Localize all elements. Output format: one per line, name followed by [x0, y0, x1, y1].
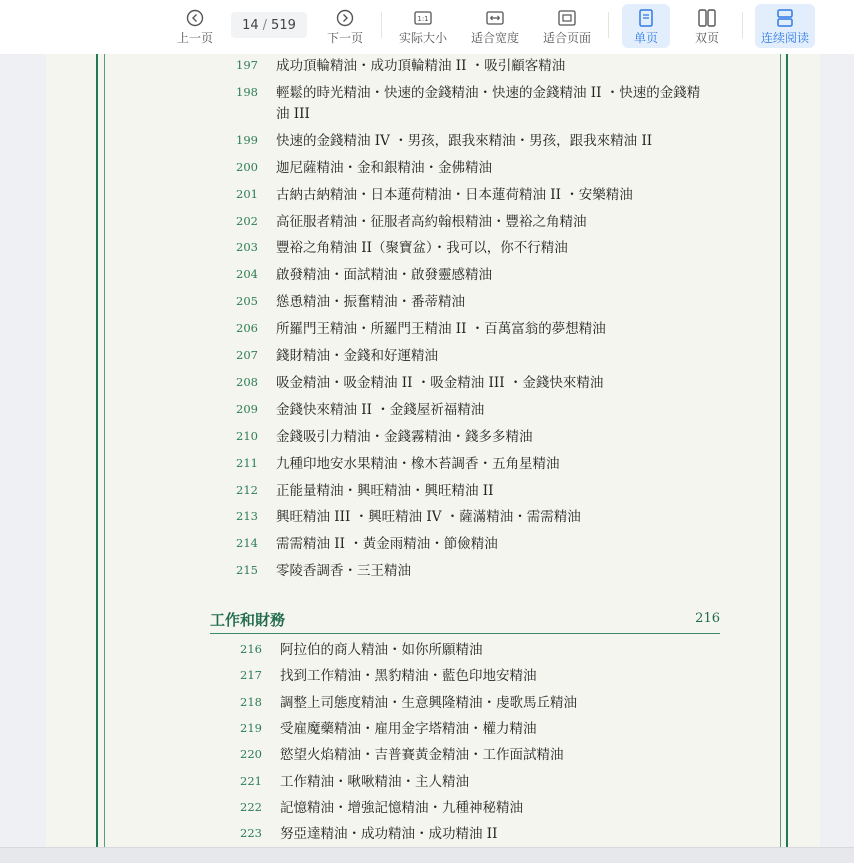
- toc-entry-text-line: 錢財精油・金錢和好運精油: [276, 348, 438, 364]
- single-page-button[interactable]: [622, 4, 670, 48]
- page-border-right-inner: [780, 54, 781, 847]
- toc-entry-page-number: 201: [236, 186, 258, 201]
- toc-entry[interactable]: [236, 56, 720, 77]
- toc-entry[interactable]: [236, 238, 720, 259]
- toc-entry-text-line: 九種印地安水果精油・橡木苔調香・五角星精油: [276, 455, 560, 472]
- chevron-left-circle-icon: [184, 7, 206, 29]
- toc-entry[interactable]: [236, 131, 720, 152]
- fit-page-button[interactable]: [541, 4, 593, 48]
- toc-entry-text: [276, 346, 438, 367]
- double-page-icon: [696, 7, 718, 29]
- prev-page-label: 上一页: [176, 31, 213, 45]
- actual-size-icon: [412, 7, 434, 29]
- actual-size-label: 实际大小: [398, 31, 447, 45]
- toc-entry-text-line: 迦尼薩精油・金和銀精油・金佛精油: [276, 159, 492, 176]
- toc-entry-text-line: 興旺精油 III ・興旺精油 IV ・薩滿精油・需需精油: [276, 509, 581, 526]
- toc-entry-text-line: 快速的金錢精油 IV ・男孩，跟我來精油・男孩，跟我來精油 II: [276, 132, 653, 149]
- toc-entry-page-number: 211: [236, 455, 258, 470]
- toc-entry[interactable]: [240, 640, 720, 661]
- toc-entry[interactable]: [236, 507, 720, 528]
- toc-entry-text: [276, 158, 492, 179]
- toc-entry[interactable]: [236, 427, 720, 448]
- toc-entry[interactable]: [240, 666, 720, 687]
- toc-entry-text-line: 阿拉伯的商人精油・如你所願精油: [280, 642, 483, 658]
- toc-entry-text-line: 油 III: [276, 105, 310, 122]
- toc-entry-page-number: 217: [240, 668, 262, 683]
- single-page-label: 单页: [633, 31, 658, 45]
- toc-entry-text-line: 豐裕之角精油 II（聚寶盆）・我可以，你不行精油: [276, 240, 568, 257]
- page-separator: /: [262, 17, 268, 33]
- toc-entry-text-line: 調整上司態度精油・生意興隆精油・虔歌馬丘精油: [280, 694, 577, 711]
- toc-entry[interactable]: [240, 719, 720, 740]
- page-border-left: [96, 54, 98, 847]
- toc-entry-text: [276, 292, 465, 313]
- prev-page-button[interactable]: [172, 4, 218, 48]
- continuous-reading-icon: [774, 7, 796, 29]
- toc-entry-text-line: 正能量精油・興旺精油・興旺精油 II: [276, 482, 494, 499]
- toc-entry[interactable]: [240, 772, 720, 793]
- toc-entry-page-number: 220: [240, 747, 262, 762]
- toc-entry[interactable]: [236, 292, 720, 313]
- toc-entry-page-number: 209: [236, 401, 258, 416]
- toc-entry-text: [276, 481, 493, 502]
- toolbar-divider: [608, 12, 609, 38]
- toc-entry-text-line: 高征服者精油・征服者高約翰根精油・豐裕之角精油: [276, 213, 587, 230]
- toc-entry-page-number: 203: [236, 240, 258, 255]
- toc-entry-text: [280, 772, 469, 793]
- toc-entry-page-number: 204: [236, 267, 258, 282]
- next-page-button[interactable]: [322, 4, 368, 48]
- toc-entry-text: [276, 83, 700, 125]
- toc-entry-page-number: 205: [236, 294, 258, 309]
- continuous-reading-button[interactable]: [755, 4, 815, 48]
- toc-entry-page-number: 198: [236, 84, 258, 99]
- toc-entry-text-line: 找到工作精油・黑豹精油・藍色印地安精油: [280, 668, 537, 685]
- toc-section-heading: [210, 607, 720, 634]
- section-title: 工作和財務: [210, 611, 286, 629]
- toc-entry[interactable]: [240, 693, 720, 714]
- double-page-label: 双页: [694, 31, 719, 45]
- toc-entry-text: [276, 427, 533, 448]
- toc-entry-page-number: 215: [236, 563, 258, 578]
- toc-entry-page-number: 214: [236, 536, 258, 551]
- single-page-icon: [635, 7, 657, 29]
- toc-entry-page-number: 200: [236, 159, 258, 174]
- toc-entry[interactable]: [236, 400, 720, 421]
- toc-entry-text: [276, 561, 411, 582]
- toc-entry-text: [276, 131, 652, 152]
- toc-entry-text-line: 工作精油・啾啾精油・主人精油: [280, 773, 469, 790]
- toc-entry-page-number: 208: [236, 374, 258, 389]
- toc-entry-text-line: 輕鬆的時光精油・快速的金錢精油・快速的金錢精油 II ・快速的金錢精: [276, 84, 701, 101]
- toc-entry-page-number: 223: [240, 826, 262, 841]
- page-indicator[interactable]: [231, 12, 307, 38]
- toc-entry[interactable]: [236, 373, 720, 394]
- toc-entry-text-line: 吸金精油・吸金精油 II ・吸金精油 III ・金錢快來精油: [276, 374, 604, 391]
- toc-entry[interactable]: [236, 454, 720, 475]
- toc-entry-text: [280, 798, 523, 819]
- toc-entry-text: [276, 534, 498, 555]
- section-page-number: 216: [695, 611, 720, 626]
- toc-entry-page-number: 222: [240, 799, 262, 814]
- toc-entry[interactable]: [236, 346, 720, 367]
- document-viewport[interactable]: [0, 54, 854, 847]
- toc-entry-text: [276, 507, 581, 528]
- toc-entry[interactable]: [236, 83, 720, 125]
- toc-entry-page-number: 207: [236, 348, 258, 362]
- toc-entry-text: [276, 454, 560, 475]
- toc-entry-text-line: 受雇魔藥精油・雇用金字塔精油・權力精油: [280, 720, 537, 737]
- toc-entry[interactable]: [236, 481, 720, 502]
- toc-entry[interactable]: [236, 534, 720, 555]
- svg-text:1:1: 1:1: [417, 15, 429, 23]
- toc-entry[interactable]: [240, 824, 720, 845]
- toc-entry-page-number: 212: [236, 482, 258, 497]
- toc-entry[interactable]: [236, 319, 720, 340]
- toc-entry-text: [280, 719, 537, 740]
- toolbar-divider: [381, 12, 382, 38]
- toolbar-divider: [742, 12, 743, 38]
- toc-entry-text: [280, 745, 564, 766]
- toc-entry-text: [280, 824, 497, 845]
- toc-entry-page-number: 197: [236, 58, 258, 72]
- current-page-number[interactable]: 14: [242, 17, 259, 33]
- toc-entry-text: [276, 56, 565, 77]
- toc-entry-text-line: 需需精油 II ・黃金雨精油・節儉精油: [276, 536, 498, 553]
- toc-entry-text-line: 零陵香調香・三王精油: [276, 563, 411, 580]
- double-page-button[interactable]: [684, 4, 730, 48]
- next-page-label: 下一页: [326, 31, 363, 45]
- toc-entry[interactable]: [236, 265, 720, 286]
- toc-entry-page-number: 206: [236, 321, 258, 336]
- toc-entry-text-line: 古納古納精油・日本蓮荷精油・日本蓮荷精油 II ・安樂精油: [276, 186, 633, 203]
- toc-entry-page-number: 216: [240, 642, 262, 656]
- toc-entry[interactable]: [240, 798, 720, 819]
- toc-entry-page-number: 210: [236, 428, 258, 443]
- actual-size-button[interactable]: [397, 4, 449, 48]
- toc-entry-text-line: 記憶精油・增強記憶精油・九種神秘精油: [280, 799, 523, 816]
- page-border-right: [786, 54, 788, 847]
- toc-entry-text: [276, 185, 633, 206]
- toc-entry-text: [276, 265, 492, 286]
- toc-entry-page-number: 221: [240, 773, 262, 788]
- fit-page-label: 适合页面: [542, 31, 591, 45]
- toc-entry-text: [280, 693, 577, 714]
- viewer-bottom-bar: [0, 847, 854, 863]
- toc-entry-text: [276, 400, 484, 421]
- toc-entry-text-line: 慾望火焰精油・吉普賽黃金精油・工作面試精油: [280, 747, 564, 764]
- total-pages: 519: [271, 17, 296, 33]
- toc-entry-text: [280, 640, 483, 661]
- fit-width-button[interactable]: [469, 4, 521, 48]
- toc-entry-text: [276, 373, 603, 394]
- continuous-reading-label: 连续阅读: [760, 31, 809, 45]
- toc-entry-page-number: 218: [240, 694, 262, 709]
- toc-entry[interactable]: [236, 158, 720, 179]
- toc-entry-text-line: 成功頂輪精油・成功頂輪精油 II ・吸引顧客精油: [276, 58, 566, 74]
- chevron-right-circle-icon: [334, 7, 356, 29]
- fit-width-label: 适合宽度: [470, 31, 519, 45]
- toc-entry-text: [276, 319, 606, 340]
- toc-entry-page-number: 213: [236, 509, 258, 524]
- toc-entry[interactable]: [236, 561, 720, 582]
- toc-entry-text-line: 努亞達精油・成功精油・成功精油 II: [280, 826, 498, 843]
- toc-entry[interactable]: [236, 212, 720, 233]
- toc-entry[interactable]: [240, 745, 720, 766]
- toc-entry-text: [276, 212, 587, 233]
- toc-entry-page-number: 199: [236, 132, 258, 147]
- toc-entry-text-line: 金錢吸引力精油・金錢霧精油・錢多多精油: [276, 428, 533, 445]
- toc-entry-text: [280, 666, 537, 687]
- toc-entry-text-line: 所羅門王精油・所羅門王精油 II ・百萬富翁的夢想精油: [276, 321, 606, 338]
- page-border-left-inner: [104, 54, 105, 847]
- fit-page-icon: [556, 7, 578, 29]
- toc-entry-page-number: 202: [236, 213, 258, 228]
- viewer-toolbar: [0, 0, 854, 54]
- toc-entry-text: [276, 238, 568, 259]
- toc-entry-text-line: 慫恿精油・振奮精油・番蒂精油: [276, 294, 465, 311]
- toc-entry-text-line: 啟發精油・面試精油・啟發靈感精油: [276, 267, 492, 284]
- toc-entry-text-line: 金錢快來精油 II ・金錢屋祈福精油: [276, 401, 485, 418]
- toc-entry[interactable]: [236, 185, 720, 206]
- toc-entry-page-number: 219: [240, 720, 262, 735]
- fit-width-icon: [484, 7, 506, 29]
